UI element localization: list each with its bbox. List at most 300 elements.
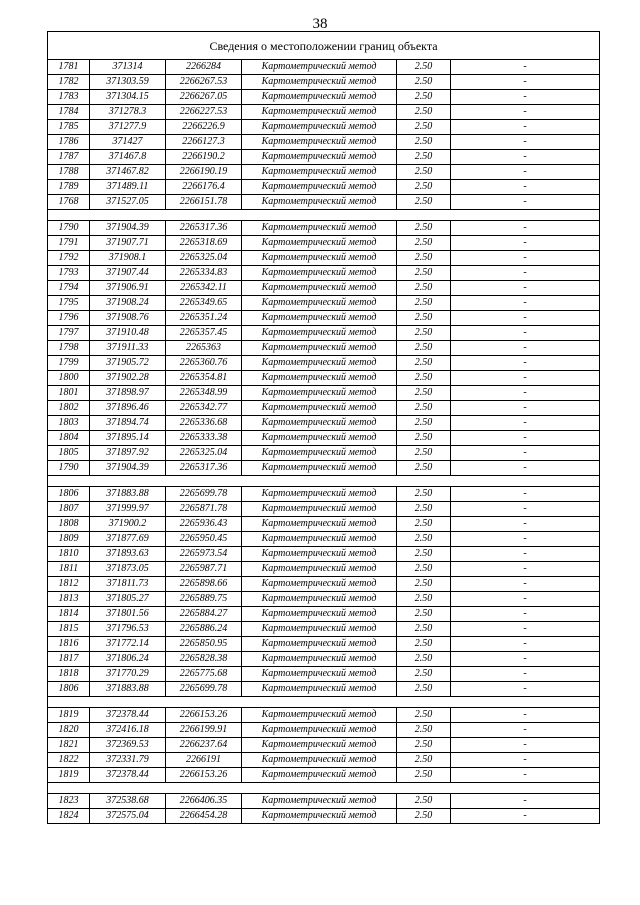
point-number-cell: 1795 — [48, 296, 90, 311]
x-coordinate-cell: 371904.39 — [90, 461, 166, 476]
y-coordinate-cell: 2265950.45 — [166, 532, 242, 547]
accuracy-cell: 2.50 — [397, 75, 451, 90]
method-cell: Картометрический метод — [242, 532, 397, 547]
accuracy-cell: 2.50 — [397, 577, 451, 592]
y-coordinate-cell: 2265351.24 — [166, 311, 242, 326]
point-number-cell: 1786 — [48, 135, 90, 150]
x-coordinate-cell: 371908.1 — [90, 251, 166, 266]
method-cell: Картометрический метод — [242, 753, 397, 768]
accuracy-cell: 2.50 — [397, 135, 451, 150]
point-number-cell: 1804 — [48, 431, 90, 446]
method-cell: Картометрический метод — [242, 356, 397, 371]
table-row — [48, 809, 600, 824]
table-row — [48, 296, 600, 311]
x-coordinate-cell: 371489.11 — [90, 180, 166, 195]
method-cell: Картометрический метод — [242, 461, 397, 476]
point-number-cell: 1821 — [48, 738, 90, 753]
y-coordinate-cell: 2265333.38 — [166, 431, 242, 446]
point-number-cell: 1790 — [48, 461, 90, 476]
x-coordinate-cell: 371303.59 — [90, 75, 166, 90]
point-number-cell: 1814 — [48, 607, 90, 622]
description-cell: - — [451, 221, 600, 236]
y-coordinate-cell: 2266267.05 — [166, 90, 242, 105]
point-number-cell: 1818 — [48, 667, 90, 682]
method-cell: Картометрический метод — [242, 236, 397, 251]
method-cell: Картометрический метод — [242, 371, 397, 386]
method-cell: Картометрический метод — [242, 296, 397, 311]
method-cell: Картометрический метод — [242, 682, 397, 697]
y-coordinate-cell: 2265973.54 — [166, 547, 242, 562]
method-cell: Картометрический метод — [242, 637, 397, 652]
table-row — [48, 60, 600, 75]
y-coordinate-cell: 2266153.26 — [166, 708, 242, 723]
table-row — [48, 135, 600, 150]
y-coordinate-cell: 2265936.43 — [166, 517, 242, 532]
point-number-cell: 1798 — [48, 341, 90, 356]
table-row — [48, 502, 600, 517]
point-number-cell: 1805 — [48, 446, 90, 461]
method-cell: Картометрический метод — [242, 326, 397, 341]
point-number-cell: 1783 — [48, 90, 90, 105]
point-number-cell: 1822 — [48, 753, 90, 768]
y-coordinate-cell: 2265317.36 — [166, 461, 242, 476]
y-coordinate-cell: 2265775.68 — [166, 667, 242, 682]
accuracy-cell: 2.50 — [397, 90, 451, 105]
accuracy-cell: 2.50 — [397, 753, 451, 768]
y-coordinate-cell: 2265336.68 — [166, 416, 242, 431]
description-cell: - — [451, 667, 600, 682]
point-number-cell: 1811 — [48, 562, 90, 577]
description-cell: - — [451, 502, 600, 517]
y-coordinate-cell: 2266190.19 — [166, 165, 242, 180]
method-cell: Картометрический метод — [242, 195, 397, 210]
x-coordinate-cell: 371883.88 — [90, 682, 166, 697]
method-cell: Картометрический метод — [242, 562, 397, 577]
x-coordinate-cell: 372331.79 — [90, 753, 166, 768]
table-row — [48, 794, 600, 809]
x-coordinate-cell: 371467.8 — [90, 150, 166, 165]
accuracy-cell: 2.50 — [397, 296, 451, 311]
x-coordinate-cell: 371811.73 — [90, 577, 166, 592]
table-title: Сведения о местоположении границ объекта — [48, 32, 600, 60]
table-row — [48, 431, 600, 446]
point-number-cell: 1792 — [48, 251, 90, 266]
accuracy-cell: 2.50 — [397, 738, 451, 753]
point-number-cell: 1806 — [48, 682, 90, 697]
method-cell: Картометрический метод — [242, 652, 397, 667]
table-title-row — [48, 32, 600, 60]
accuracy-cell: 2.50 — [397, 637, 451, 652]
accuracy-cell: 2.50 — [397, 723, 451, 738]
accuracy-cell: 2.50 — [397, 794, 451, 809]
x-coordinate-cell: 371896.46 — [90, 401, 166, 416]
method-cell: Картометрический метод — [242, 416, 397, 431]
x-coordinate-cell: 371902.28 — [90, 371, 166, 386]
description-cell: - — [451, 195, 600, 210]
method-cell: Картометрический метод — [242, 180, 397, 195]
point-number-cell: 1807 — [48, 502, 90, 517]
y-coordinate-cell: 2265363 — [166, 341, 242, 356]
method-cell: Картометрический метод — [242, 401, 397, 416]
accuracy-cell: 2.50 — [397, 195, 451, 210]
table-row — [48, 607, 600, 622]
description-cell: - — [451, 809, 600, 824]
description-cell: - — [451, 296, 600, 311]
x-coordinate-cell: 371907.71 — [90, 236, 166, 251]
table-row — [48, 487, 600, 502]
table-row — [48, 75, 600, 90]
method-cell: Картометрический метод — [242, 105, 397, 120]
description-cell: - — [451, 341, 600, 356]
accuracy-cell: 2.50 — [397, 682, 451, 697]
description-cell: - — [451, 517, 600, 532]
description-cell: - — [451, 401, 600, 416]
point-number-cell: 1785 — [48, 120, 90, 135]
y-coordinate-cell: 2265354.81 — [166, 371, 242, 386]
y-coordinate-cell: 2265360.76 — [166, 356, 242, 371]
table-row — [48, 105, 600, 120]
y-coordinate-cell: 2265348.99 — [166, 386, 242, 401]
table-row — [48, 738, 600, 753]
accuracy-cell: 2.50 — [397, 431, 451, 446]
x-coordinate-cell: 371900.2 — [90, 517, 166, 532]
method-cell: Картометрический метод — [242, 768, 397, 783]
y-coordinate-cell: 2266237.64 — [166, 738, 242, 753]
point-number-cell: 1815 — [48, 622, 90, 637]
x-coordinate-cell: 371910.48 — [90, 326, 166, 341]
y-coordinate-cell: 2265699.78 — [166, 682, 242, 697]
method-cell: Картометрический метод — [242, 809, 397, 824]
x-coordinate-cell: 371277.9 — [90, 120, 166, 135]
method-cell: Картометрический метод — [242, 667, 397, 682]
table-row — [48, 532, 600, 547]
method-cell: Картометрический метод — [242, 386, 397, 401]
table-row — [48, 90, 600, 105]
table-row — [48, 753, 600, 768]
y-coordinate-cell: 2266127.3 — [166, 135, 242, 150]
x-coordinate-cell: 371893.63 — [90, 547, 166, 562]
accuracy-cell: 2.50 — [397, 592, 451, 607]
description-cell: - — [451, 708, 600, 723]
method-cell: Картометрический метод — [242, 708, 397, 723]
point-number-cell: 1806 — [48, 487, 90, 502]
method-cell: Картометрический метод — [242, 281, 397, 296]
description-cell: - — [451, 356, 600, 371]
table-row — [48, 461, 600, 476]
x-coordinate-cell: 372575.04 — [90, 809, 166, 824]
point-number-cell: 1812 — [48, 577, 90, 592]
method-cell: Картометрический метод — [242, 487, 397, 502]
table-row — [48, 592, 600, 607]
table-row — [48, 311, 600, 326]
x-coordinate-cell: 371999.97 — [90, 502, 166, 517]
accuracy-cell: 2.50 — [397, 251, 451, 266]
description-cell: - — [451, 577, 600, 592]
description-cell: - — [451, 386, 600, 401]
accuracy-cell: 2.50 — [397, 341, 451, 356]
point-number-cell: 1799 — [48, 356, 90, 371]
x-coordinate-cell: 371905.72 — [90, 356, 166, 371]
accuracy-cell: 2.50 — [397, 532, 451, 547]
group-separator-row — [48, 783, 600, 794]
description-cell: - — [451, 105, 600, 120]
description-cell: - — [451, 251, 600, 266]
method-cell: Картометрический метод — [242, 607, 397, 622]
x-coordinate-cell: 371873.05 — [90, 562, 166, 577]
y-coordinate-cell: 2266226.9 — [166, 120, 242, 135]
y-coordinate-cell: 2266454.28 — [166, 809, 242, 824]
accuracy-cell: 2.50 — [397, 105, 451, 120]
method-cell: Картометрический метод — [242, 266, 397, 281]
x-coordinate-cell: 371911.33 — [90, 341, 166, 356]
point-number-cell: 1816 — [48, 637, 90, 652]
point-number-cell: 1797 — [48, 326, 90, 341]
description-cell: - — [451, 281, 600, 296]
description-cell: - — [451, 371, 600, 386]
table-row — [48, 577, 600, 592]
description-cell: - — [451, 622, 600, 637]
point-number-cell: 1803 — [48, 416, 90, 431]
accuracy-cell: 2.50 — [397, 667, 451, 682]
method-cell: Картометрический метод — [242, 341, 397, 356]
description-cell: - — [451, 637, 600, 652]
y-coordinate-cell: 2265699.78 — [166, 487, 242, 502]
point-number-cell: 1824 — [48, 809, 90, 824]
method-cell: Картометрический метод — [242, 794, 397, 809]
point-number-cell: 1789 — [48, 180, 90, 195]
accuracy-cell: 2.50 — [397, 221, 451, 236]
description-cell: - — [451, 135, 600, 150]
point-number-cell: 1782 — [48, 75, 90, 90]
table-row — [48, 446, 600, 461]
table-row — [48, 341, 600, 356]
accuracy-cell: 2.50 — [397, 371, 451, 386]
point-number-cell: 1768 — [48, 195, 90, 210]
accuracy-cell: 2.50 — [397, 165, 451, 180]
method-cell: Картометрический метод — [242, 150, 397, 165]
description-cell: - — [451, 266, 600, 281]
method-cell: Картометрический метод — [242, 547, 397, 562]
x-coordinate-cell: 371278.3 — [90, 105, 166, 120]
y-coordinate-cell: 2265871.78 — [166, 502, 242, 517]
accuracy-cell: 2.50 — [397, 180, 451, 195]
point-number-cell: 1813 — [48, 592, 90, 607]
boundary-table-body — [48, 32, 600, 824]
point-number-cell: 1787 — [48, 150, 90, 165]
point-number-cell: 1791 — [48, 236, 90, 251]
description-cell: - — [451, 753, 600, 768]
description-cell: - — [451, 431, 600, 446]
group-separator-cell — [48, 476, 600, 487]
y-coordinate-cell: 2265349.65 — [166, 296, 242, 311]
x-coordinate-cell: 371897.92 — [90, 446, 166, 461]
point-number-cell: 1793 — [48, 266, 90, 281]
accuracy-cell: 2.50 — [397, 326, 451, 341]
table-row — [48, 768, 600, 783]
accuracy-cell: 2.50 — [397, 236, 451, 251]
table-row — [48, 652, 600, 667]
accuracy-cell: 2.50 — [397, 607, 451, 622]
point-number-cell: 1810 — [48, 547, 90, 562]
accuracy-cell: 2.50 — [397, 708, 451, 723]
y-coordinate-cell: 2266151.78 — [166, 195, 242, 210]
x-coordinate-cell: 371906.91 — [90, 281, 166, 296]
accuracy-cell: 2.50 — [397, 809, 451, 824]
description-cell: - — [451, 60, 600, 75]
x-coordinate-cell: 371894.74 — [90, 416, 166, 431]
accuracy-cell: 2.50 — [397, 487, 451, 502]
y-coordinate-cell: 2265898.66 — [166, 577, 242, 592]
y-coordinate-cell: 2265325.04 — [166, 251, 242, 266]
y-coordinate-cell: 2265987.71 — [166, 562, 242, 577]
description-cell: - — [451, 446, 600, 461]
x-coordinate-cell: 371904.39 — [90, 221, 166, 236]
x-coordinate-cell: 371895.14 — [90, 431, 166, 446]
y-coordinate-cell: 2265889.75 — [166, 592, 242, 607]
table-row — [48, 371, 600, 386]
point-number-cell: 1801 — [48, 386, 90, 401]
x-coordinate-cell: 371467.82 — [90, 165, 166, 180]
y-coordinate-cell: 2265325.04 — [166, 446, 242, 461]
description-cell: - — [451, 768, 600, 783]
x-coordinate-cell: 371805.27 — [90, 592, 166, 607]
table-row — [48, 281, 600, 296]
table-row — [48, 386, 600, 401]
table-row — [48, 401, 600, 416]
group-separator-row — [48, 697, 600, 708]
method-cell: Картометрический метод — [242, 165, 397, 180]
accuracy-cell: 2.50 — [397, 502, 451, 517]
y-coordinate-cell: 2265342.11 — [166, 281, 242, 296]
point-number-cell: 1802 — [48, 401, 90, 416]
group-separator-cell — [48, 783, 600, 794]
method-cell: Картометрический метод — [242, 577, 397, 592]
x-coordinate-cell: 371806.24 — [90, 652, 166, 667]
point-number-cell: 1790 — [48, 221, 90, 236]
table-row — [48, 195, 600, 210]
description-cell: - — [451, 794, 600, 809]
point-number-cell: 1809 — [48, 532, 90, 547]
x-coordinate-cell: 371304.15 — [90, 90, 166, 105]
table-row — [48, 221, 600, 236]
accuracy-cell: 2.50 — [397, 517, 451, 532]
method-cell: Картометрический метод — [242, 592, 397, 607]
y-coordinate-cell: 2265334.83 — [166, 266, 242, 281]
x-coordinate-cell: 372378.44 — [90, 708, 166, 723]
x-coordinate-cell: 371801.56 — [90, 607, 166, 622]
table-row — [48, 180, 600, 195]
x-coordinate-cell: 371898.97 — [90, 386, 166, 401]
description-cell: - — [451, 592, 600, 607]
page-number: 38 — [312, 16, 328, 32]
point-number-cell: 1808 — [48, 517, 90, 532]
y-coordinate-cell: 2266284 — [166, 60, 242, 75]
table-row — [48, 667, 600, 682]
y-coordinate-cell: 2266227.53 — [166, 105, 242, 120]
method-cell: Картометрический метод — [242, 622, 397, 637]
description-cell: - — [451, 738, 600, 753]
table-row — [48, 165, 600, 180]
y-coordinate-cell: 2266406.35 — [166, 794, 242, 809]
description-cell: - — [451, 311, 600, 326]
point-number-cell: 1784 — [48, 105, 90, 120]
point-number-cell: 1819 — [48, 708, 90, 723]
point-number-cell: 1788 — [48, 165, 90, 180]
description-cell: - — [451, 562, 600, 577]
boundary-table — [47, 31, 600, 824]
x-coordinate-cell: 371770.29 — [90, 667, 166, 682]
method-cell: Картометрический метод — [242, 251, 397, 266]
description-cell: - — [451, 532, 600, 547]
table-row — [48, 562, 600, 577]
description-cell: - — [451, 75, 600, 90]
table-row — [48, 150, 600, 165]
accuracy-cell: 2.50 — [397, 266, 451, 281]
group-separator-cell — [48, 697, 600, 708]
table-row — [48, 416, 600, 431]
description-cell: - — [451, 236, 600, 251]
accuracy-cell: 2.50 — [397, 547, 451, 562]
y-coordinate-cell: 2265318.69 — [166, 236, 242, 251]
description-cell: - — [451, 461, 600, 476]
accuracy-cell: 2.50 — [397, 416, 451, 431]
table-row — [48, 251, 600, 266]
method-cell: Картометрический метод — [242, 135, 397, 150]
accuracy-cell: 2.50 — [397, 120, 451, 135]
x-coordinate-cell: 371796.53 — [90, 622, 166, 637]
y-coordinate-cell: 2265342.77 — [166, 401, 242, 416]
x-coordinate-cell: 371427 — [90, 135, 166, 150]
x-coordinate-cell: 371314 — [90, 60, 166, 75]
x-coordinate-cell: 371908.76 — [90, 311, 166, 326]
description-cell: - — [451, 547, 600, 562]
x-coordinate-cell: 371907.44 — [90, 266, 166, 281]
accuracy-cell: 2.50 — [397, 150, 451, 165]
description-cell: - — [451, 487, 600, 502]
accuracy-cell: 2.50 — [397, 562, 451, 577]
point-number-cell: 1781 — [48, 60, 90, 75]
method-cell: Картометрический метод — [242, 502, 397, 517]
table-row — [48, 236, 600, 251]
x-coordinate-cell: 371877.69 — [90, 532, 166, 547]
y-coordinate-cell: 2266191 — [166, 753, 242, 768]
x-coordinate-cell: 371883.88 — [90, 487, 166, 502]
y-coordinate-cell: 2266153.26 — [166, 768, 242, 783]
x-coordinate-cell: 371527.05 — [90, 195, 166, 210]
description-cell: - — [451, 607, 600, 622]
accuracy-cell: 2.50 — [397, 401, 451, 416]
table-row — [48, 547, 600, 562]
y-coordinate-cell: 2265317.36 — [166, 221, 242, 236]
accuracy-cell: 2.50 — [397, 311, 451, 326]
y-coordinate-cell: 2265357.45 — [166, 326, 242, 341]
table-row — [48, 622, 600, 637]
description-cell: - — [451, 416, 600, 431]
description-cell: - — [451, 180, 600, 195]
accuracy-cell: 2.50 — [397, 60, 451, 75]
method-cell: Картометрический метод — [242, 60, 397, 75]
method-cell: Картометрический метод — [242, 90, 397, 105]
x-coordinate-cell: 372416.18 — [90, 723, 166, 738]
method-cell: Картометрический метод — [242, 446, 397, 461]
accuracy-cell: 2.50 — [397, 386, 451, 401]
accuracy-cell: 2.50 — [397, 622, 451, 637]
accuracy-cell: 2.50 — [397, 652, 451, 667]
y-coordinate-cell: 2265828.38 — [166, 652, 242, 667]
point-number-cell: 1817 — [48, 652, 90, 667]
accuracy-cell: 2.50 — [397, 356, 451, 371]
y-coordinate-cell: 2266176.4 — [166, 180, 242, 195]
